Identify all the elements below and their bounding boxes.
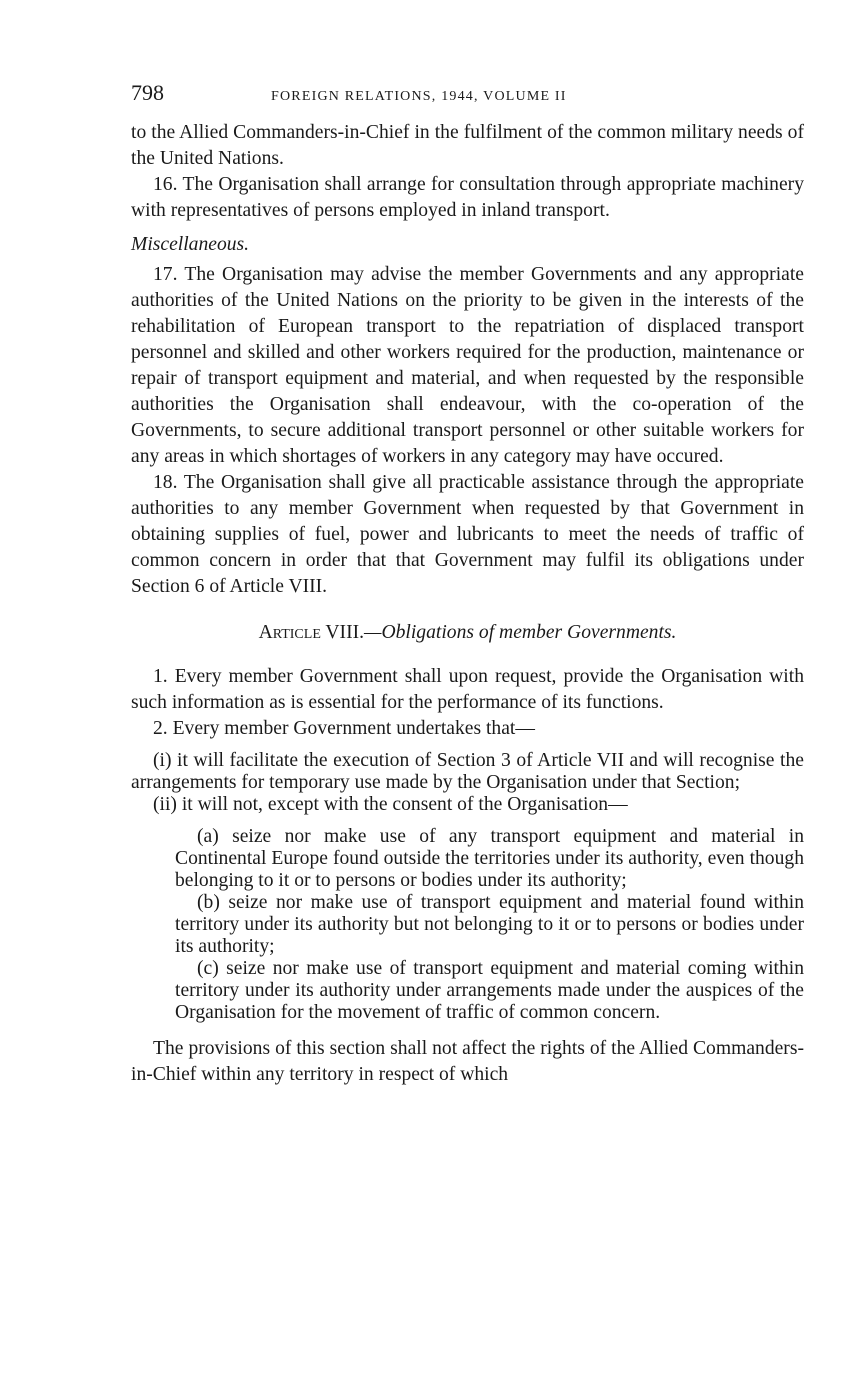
page-number: 798 xyxy=(131,80,164,105)
final-paragraph: The provisions of this section shall not affect the rights of the Allied Commanders-in-Chief within any territory in respect of which xyxy=(131,1038,804,1085)
article-item-2: 2. Every member Government undertakes that— xyxy=(153,718,535,739)
page-header xyxy=(131,80,804,114)
sub-clause-c: (c) seize nor make use of transport equipment and material coming within territory under its authority under arrangements made under the auspices of the Organisation for the movement of traffic of common concern. xyxy=(175,958,804,1023)
sub-clause-list xyxy=(175,826,804,1024)
section-heading-miscellaneous: Miscellaneous. xyxy=(131,234,250,255)
article-item-1: 1. Every member Government shall upon request, provide the Organisation with such information as is essential for the performance of its functions. xyxy=(131,666,804,713)
article-heading xyxy=(131,620,804,646)
clause-ii: (ii) it will not, except with the consent of the Organisation— xyxy=(153,794,628,815)
running-title: FOREIGN RELATIONS, 1944, VOLUME II xyxy=(271,89,567,104)
sub-clause-b: (b) seize nor make use of transport equipment and material found within territory under its authority but not belonging to it or to persons or bodies under its authority; xyxy=(175,892,804,957)
continuation-paragraph: to the Allied Commanders-in-Chief in the fulfilment of the common military needs of the United Nations. xyxy=(131,122,804,169)
sub-clause-a: (a) seize nor make use of any transport equipment and material in Continental Europe found outside the territories under its authority, even though belonging to it or to persons or bodies under its authority; xyxy=(175,826,804,891)
paragraph-16: 16. The Organisation shall arrange for consultation through appropriate machinery with representatives of persons employed in inland transport. xyxy=(131,174,804,221)
article-label: Article VIII. xyxy=(258,622,365,643)
paragraph-18: 18. The Organisation shall give all practicable assistance through the appropriate authorities to any member Government when requested by that Government in obtaining supplies of fuel, power and lubricants to meet the needs of traffic of common concern in order that that Government may fulfil its obligations under Section 6 of Article VIII. xyxy=(131,472,804,597)
clause-i: (i) it will facilitate the execution of Section 3 of Article VII and will recognise the arrangements for temporary use made by the Organisation under that Section; xyxy=(131,750,804,793)
document-page xyxy=(131,80,804,1088)
paragraph-17: 17. The Organisation may advise the member Governments and any appropriate authorities of the United Nations on the priority to be given in the interests of the rehabilitation of European transport to the repatriation of displaced transport personnel and skilled and other workers required for the production, maintenance or repair of transport equipment and material, and when requested by the responsible authorities the Organisation shall endeavour, with the co-operation of the Governments, to secure additional transport personnel or other suitable workers for any areas in which shortages of workers in any category may have occured. xyxy=(131,264,804,467)
article-title: —Obligations of member Governments. xyxy=(364,622,677,643)
